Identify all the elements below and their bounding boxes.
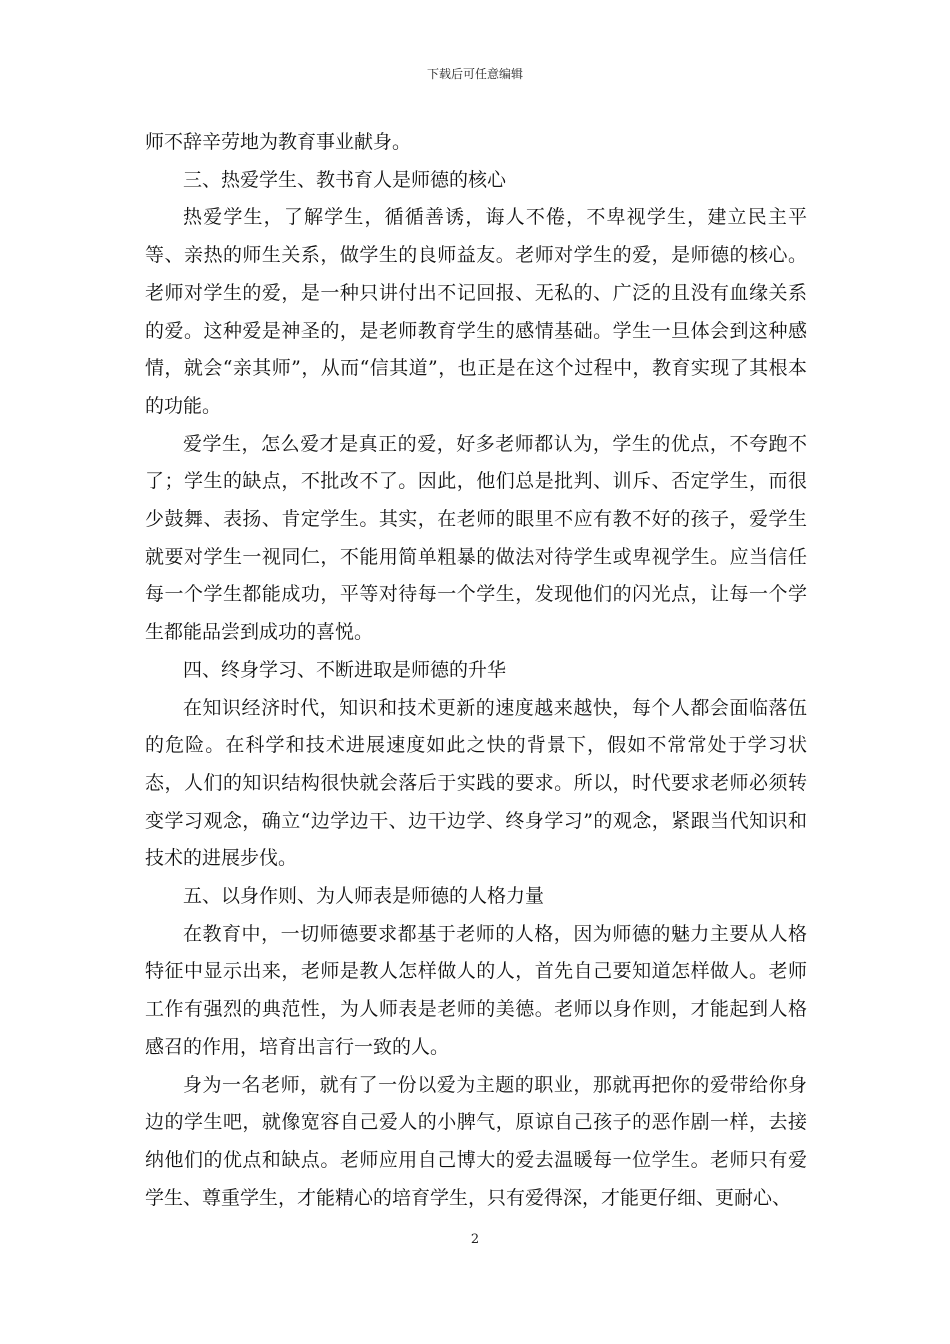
- paragraph: 身为一名老师，就有了一份以爱为主题的职业，那就再把你的爱带给你身边的学生吧，就像宽容自己爱人的小脾气，原谅自己孩子的恶作剧一样，去接纳他们的优点和缺点。老师应用自己博大的爱去温暖每一位学生。老师只有爱学生、尊重学生，才能精心的培育学生，只有爱得深，才能更仔细、更耐心、: [145, 1073, 807, 1209]
- document-body: [145, 124, 807, 1217]
- page-header: 下载后可任意编辑: [426, 67, 523, 81]
- section-heading-4: 四、终身学习、不断进取是师德的升华: [183, 658, 507, 681]
- paragraph: 爱学生，怎么爱才是真正的爱，好多老师都认为，学生的优点，不夸跑不了；学生的缺点，不批改不了。因此，他们总是批判、训斥、否定学生，而很少鼓舞、表扬、肯定学生。其实，在老师的眼里不应有教不好的孩子，爱学生就要对学生一视同仁，不能用简单粗暴的做法对待学生或卑视学生。应当信任每一个学生都能成功，平等对待每一个学生，发现他们的闪光点，让每一个学生都能品尝到成功的喜悦。: [145, 432, 807, 644]
- page-number: 2: [470, 1232, 480, 1247]
- section-heading-5: 五、以身作则、为人师表是师德的人格力量: [183, 885, 545, 908]
- paragraph: 在知识经济时代，知识和技术更新的速度越来越快，每个人都会面临落伍的危险。在科学和技术进展速度如此之快的背景下，假如不常常处于学习状态，人们的知识结构很快就会落后于实践的要求。所以，时代要求老师必须转变学习观念，确立“边学边干、边干边学、终身学习”的观念，紧跟当代知识和技术的进展步伐。: [145, 696, 807, 870]
- paragraph: 热爱学生，了解学生，循循善诱，诲人不倦，不卑视学生，建立民主平等、亲热的师生关系，做学生的良师益友。老师对学生的爱，是师德的核心。老师对学生的爱，是一种只讲付出不记回报、无私的、广泛的且没有血缘关系的爱。这种爱是神圣的，是老师教育学生的感情基础。学生一旦体会到这种感情，就会“亲其师”，从而“信其道”，也正是在这个过程中，教育实现了其根本的功能。: [145, 206, 807, 417]
- paragraph-continuation: 师不辞辛劳地为教育事业献身。: [145, 131, 412, 153]
- paragraph: 在教育中，一切师德要求都基于老师的人格，因为师德的魅力主要从人格特征中显示出来，老师是教人怎样做人的人，首先自己要知道怎样做人。老师工作有强烈的典范性，为人师表是老师的美德。老师以身作则，才能起到人格感召的作用，培育出言行一致的人。: [145, 922, 807, 1058]
- section-heading-3: 三、热爱学生、教书育人是师德的核心: [183, 168, 507, 191]
